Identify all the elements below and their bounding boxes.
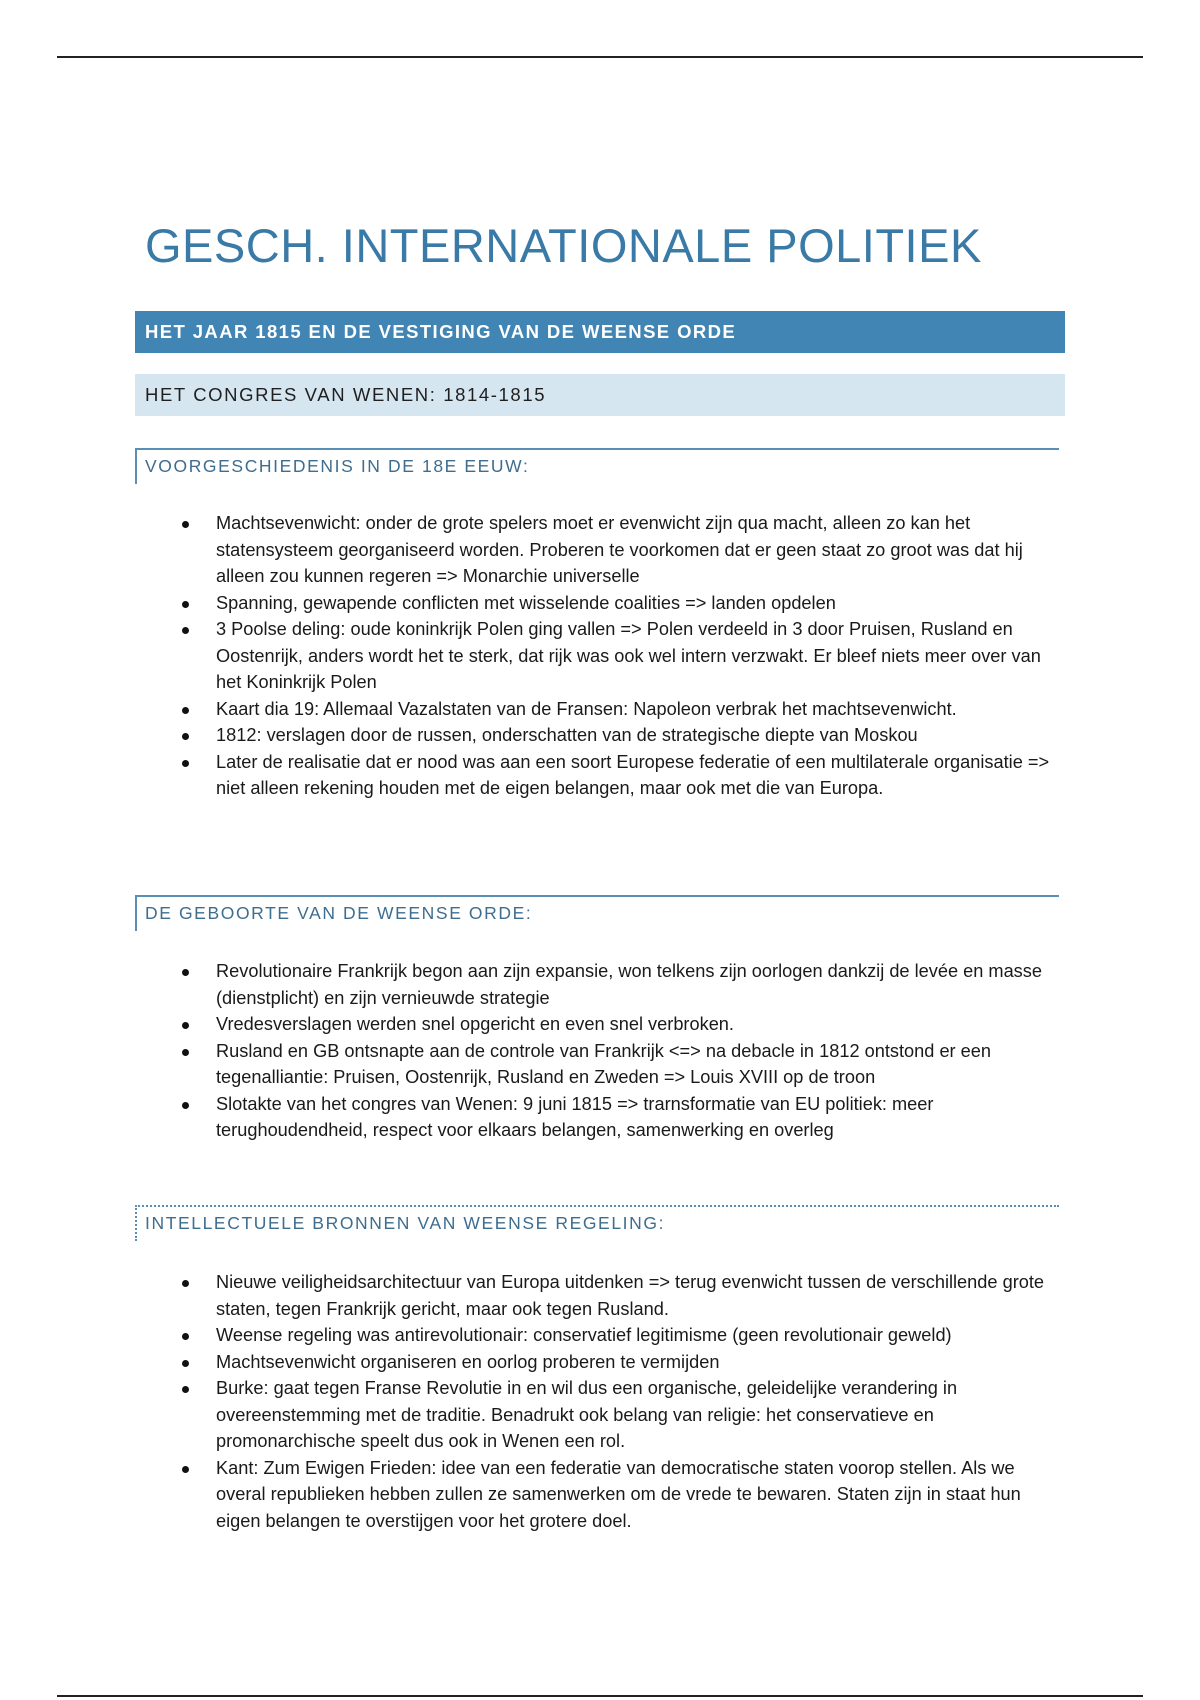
bullet-icon <box>182 627 189 634</box>
bullet-icon <box>182 1102 189 1109</box>
list-item <box>135 1011 1065 1038</box>
section-heading-intellectuele-bronnen <box>135 1205 1059 1241</box>
list-item-text: Weense regeling was antirevolutionair: conservatief legitimisme (geen revolutionair geweld) <box>216 1325 952 1345</box>
bullet-icon <box>182 1280 189 1287</box>
list-item <box>135 1038 1065 1091</box>
bullet-list-geboorte <box>135 958 1065 1144</box>
heading-2-bar <box>135 374 1065 416</box>
list-item <box>135 1322 1065 1349</box>
bullet-icon <box>182 1386 189 1393</box>
bullet-icon <box>182 760 189 767</box>
bullet-icon <box>182 707 189 714</box>
list-item <box>135 1269 1065 1322</box>
list-item-text: Revolutionaire Frankrijk begon aan zijn expansie, won telkens zijn oorlogen dankzij de levée en masse (dienstplicht) en zijn vernieuwde strategie <box>216 961 1042 1008</box>
list-item-text: Kant: Zum Ewigen Frieden: idee van een federatie van democratische staten voorop stellen. Als we overal republieken hebben zullen ze samenwerken om de vrede te bewaren. Staten zijn in staat hun eigen belangen te overstijgen voor het grotere doel. <box>216 1457 1021 1531</box>
list-item-text: Machtsevenwicht: onder de grote spelers moet er evenwicht zijn qua macht, alleen zo kan het statensysteem georganiseerd worden. Proberen te voorkomen dat er geen staat zo groot was dat hij alleen zou kunnen regeren => Monarchie universelle <box>216 513 1023 586</box>
list-item <box>135 749 1065 802</box>
list-item <box>135 590 1065 617</box>
list-item <box>135 1375 1065 1455</box>
heading-2-text: HET CONGRES VAN WENEN: 1814-1815 <box>145 384 547 405</box>
heading-1-text: HET JAAR 1815 EN DE VESTIGING VAN DE WEENSE ORDE <box>145 321 737 342</box>
list-item-text: 3 Poolse deling: oude koninkrijk Polen ging vallen => Polen verdeeld in 3 door Pruisen, Rusland en Oostenrijk, anders wordt het te sterk, dat rijk was ook wel intern verzwakt. Er bleef niets meer over van het Koninkrijk Polen <box>216 619 1041 692</box>
section-heading-text: DE GEBOORTE VAN DE WEENSE ORDE: <box>145 903 533 923</box>
list-item-text: Kaart dia 19: Allemaal Vazalstaten van de Fransen: Napoleon verbrak het machtsevenwicht. <box>216 698 957 719</box>
bullet-list-voorgeschiedenis <box>135 510 1065 802</box>
list-item-text: 1812: verslagen door de russen, onderschatten van de strategische diepte van Moskou <box>216 725 918 745</box>
section-heading-voorgeschiedenis <box>135 448 1059 484</box>
list-item <box>135 722 1065 749</box>
list-item-text: Spanning, gewapende conflicten met wisselende coalities => landen opdelen <box>216 592 836 613</box>
list-item <box>135 958 1065 1011</box>
bullet-icon <box>182 1333 189 1340</box>
bottom-rule <box>57 1695 1143 1697</box>
list-item <box>135 1455 1065 1535</box>
bullet-icon <box>182 1360 189 1367</box>
heading-1-bar <box>135 311 1065 353</box>
list-item-text: Rusland en GB ontsnapte aan de controle van Frankrijk <=> na debacle in 1812 ontstond er een tegenalliantie: Pruisen, Oostenrijk, Rusland en Zweden => Louis XVIII op de troon <box>216 1040 992 1087</box>
bullet-icon <box>182 1049 189 1056</box>
section-heading-text: INTELLECTUELE BRONNEN VAN WEENSE REGELING: <box>145 1213 666 1233</box>
list-item <box>135 1091 1065 1144</box>
bullet-icon <box>182 521 189 528</box>
bullet-icon <box>182 733 189 740</box>
top-rule <box>57 56 1143 58</box>
list-item <box>135 510 1065 590</box>
list-item <box>135 1349 1065 1376</box>
list-item-text: Nieuwe veiligheidsarchitectuur van Europa uitdenken => terug evenwicht tussen de verschillende grote staten, tegen Frankrijk gericht, maar ook tegen Rusland. <box>216 1272 1045 1319</box>
bullet-icon <box>182 601 189 608</box>
section-heading-text: VOORGESCHIEDENIS IN DE 18E EEUW: <box>145 456 530 476</box>
list-item-text: Vredesverslagen werden snel opgericht en even snel verbroken. <box>216 1014 734 1034</box>
list-item-text: Slotakte van het congres van Wenen: 9 juni 1815 => trarnsformatie van EU politiek: meer terughoudendheid, respect voor elkaars belangen, samenwerking en overleg <box>216 1093 934 1140</box>
bullet-icon <box>182 1022 189 1029</box>
section-heading-geboorte <box>135 895 1059 931</box>
list-item <box>135 696 1065 723</box>
list-item-text: Burke: gaat tegen Franse Revolutie in en wil dus een organische, geleidelijke verandering in overeenstemming met de traditie. Benadrukt ook belang van religie: het conservatieve en promonarchische speelt dus ook in Wenen een rol. <box>216 1378 958 1451</box>
bullet-list-intellectuele-bronnen <box>135 1269 1065 1534</box>
list-item-text: Later de realisatie dat er nood was aan een soort Europese federatie of een multilaterale organisatie => niet alleen rekening houden met de eigen belangen, maar ook met die van Europa. <box>216 751 1050 798</box>
document-title: GESCH. INTERNATIONALE POLITIEK <box>145 219 982 272</box>
list-item-text: Machtsevenwicht organiseren en oorlog proberen te vermijden <box>216 1351 720 1372</box>
bullet-icon <box>182 969 189 976</box>
bullet-icon <box>182 1466 189 1473</box>
list-item <box>135 616 1065 696</box>
